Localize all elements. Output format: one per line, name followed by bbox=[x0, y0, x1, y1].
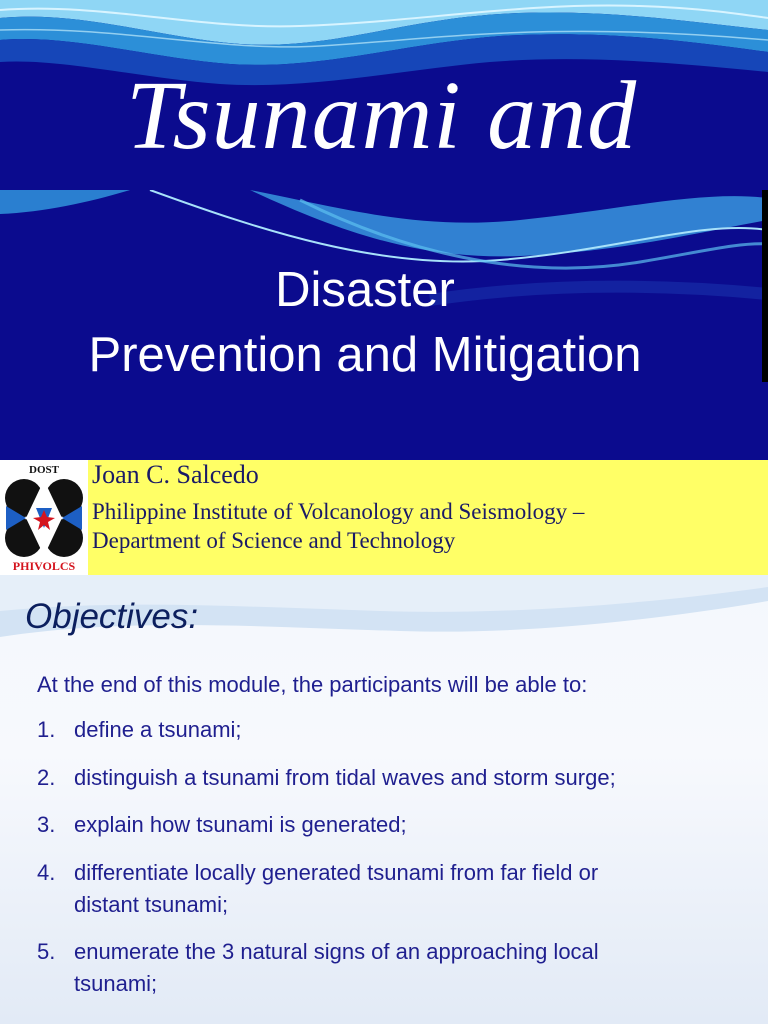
list-item-number: 4. bbox=[37, 860, 56, 885]
objectives-intro: At the end of this module, the participants will be able to: bbox=[37, 672, 588, 697]
list-item-number: 5. bbox=[37, 939, 56, 964]
objectives-slide bbox=[0, 575, 768, 1024]
list-item-text-continued: distant tsunami; bbox=[74, 892, 229, 917]
title-slide-top bbox=[0, 0, 768, 190]
title-slide-bottom bbox=[0, 190, 768, 460]
list-item-text: distinguish a tsunami from tidal waves and storm surge; bbox=[74, 765, 616, 790]
subtitle-line-2: Prevention and Mitigation bbox=[88, 328, 642, 382]
list-item-text: enumerate the 3 natural signs of an approaching local bbox=[74, 939, 599, 964]
title-heading: Tsunami and bbox=[126, 62, 638, 170]
list-item-text: define a tsunami; bbox=[74, 717, 242, 742]
author-name: Joan C. Salcedo bbox=[92, 460, 259, 489]
subtitle-line-1: Disaster bbox=[275, 263, 455, 317]
list-item-text-continued: tsunami; bbox=[74, 971, 158, 996]
logo-bottom-text: PHIVOLCS bbox=[12, 559, 76, 573]
objectives-heading: Objectives: bbox=[25, 597, 199, 636]
phivolcs-logo bbox=[0, 460, 88, 575]
list-item-text: explain how tsunami is generated; bbox=[74, 812, 407, 837]
side-divider-bar bbox=[762, 190, 768, 382]
logo-emblem-icon bbox=[0, 460, 88, 575]
logo-top-text: DOST bbox=[29, 464, 59, 476]
author-affiliation-line-2: Department of Science and Technology bbox=[92, 528, 456, 553]
list-item-number: 2. bbox=[37, 765, 56, 790]
list-item-text: differentiate locally generated tsunami from far field or bbox=[74, 860, 599, 885]
list-item-number: 3. bbox=[37, 812, 56, 837]
author-band bbox=[0, 460, 768, 575]
list-item-number: 1. bbox=[37, 717, 56, 742]
author-affiliation-line-1: Philippine Institute of Volcanology and Seismology – bbox=[92, 499, 585, 524]
